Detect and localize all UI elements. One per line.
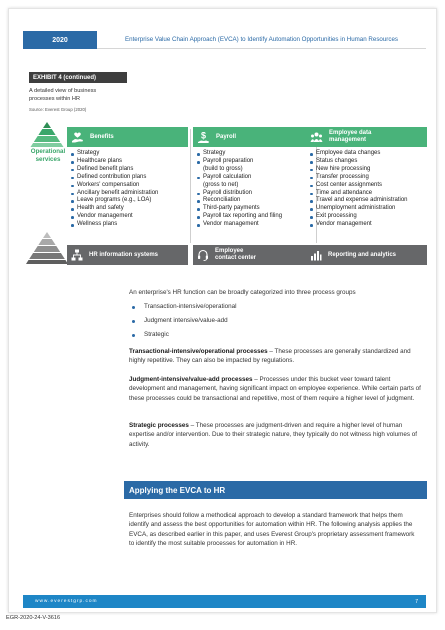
payroll-title: Payroll — [216, 133, 237, 140]
headset-icon — [197, 249, 209, 261]
list-item: Health and safety — [70, 205, 188, 213]
section-heading-bar: Applying the EVCA to HR — [124, 481, 427, 499]
list-item: Wellness plans — [70, 221, 188, 229]
list-item: Reconciliation — [196, 197, 314, 205]
list-item: Workers' compensation — [70, 182, 188, 190]
list-item: Payroll calculation — [196, 174, 314, 182]
transactional-text: – These processes are generally standardized and highly repetitive. They can also be impacted by regulations. — [129, 348, 411, 365]
document-id: EGR-2020-24-V-3616 — [6, 615, 61, 621]
section-paragraph: Enterprises should follow a methodical approach to develop a standard framework that helps them identify and assess the best opportunities for automation within HR. The following analysis applies the EVCA, as described earlier in this paper, and uses Everest Group's proprietary assessment framework to identify the most suitable processes for automation in HR. — [129, 512, 415, 548]
employee-data-title — [329, 130, 371, 144]
list-item: Judgment intensive/value-add — [129, 317, 237, 326]
contact-center-title-line1: Employee — [215, 248, 244, 254]
exhibit-label: EXHIBIT 4 (continued) — [29, 72, 127, 83]
list-item: Exit processing — [309, 213, 427, 221]
employee-data-header — [306, 127, 427, 147]
payroll-header — [193, 127, 314, 147]
strategic-text: – These processes are judgment-driven and require a higher level of human expertise and/or intervention. Due to their strategic nature, they typically do not witness high volumes of activity. — [129, 422, 418, 448]
employee-data-title-line1: Employee data — [329, 130, 372, 136]
footer-url-link[interactable]: www.everestgrp.com — [35, 599, 98, 604]
payroll-column — [193, 127, 314, 229]
reporting-analytics-title: Reporting and analytics — [328, 251, 397, 258]
benefits-header — [67, 127, 188, 147]
payroll-list — [193, 147, 314, 229]
list-item: Strategy — [196, 150, 314, 158]
strategic-paragraph — [129, 421, 421, 449]
contact-center-title-line2: contact center — [215, 255, 257, 261]
process-group-list — [129, 303, 237, 345]
employee-data-column — [306, 127, 427, 229]
list-item: Leave programs (e.g., LOA) — [70, 197, 188, 205]
list-item: Cost center assignments — [309, 182, 427, 190]
page-footer — [23, 595, 426, 608]
page-header — [23, 31, 426, 49]
list-item: Transaction-intensive/operational — [129, 303, 237, 312]
document-page — [8, 8, 437, 613]
operational-pyramid-icon — [25, 121, 69, 147]
list-item: Strategy — [70, 150, 188, 158]
header-year: 2020 — [23, 31, 97, 49]
page-number: 7 — [415, 598, 418, 605]
list-item: Vendor management — [70, 213, 188, 221]
judgment-paragraph — [129, 375, 421, 403]
list-item: Payroll tax reporting and filing — [196, 213, 314, 221]
list-item: Ancillary benefit administration — [70, 190, 188, 198]
bar-chart-icon — [310, 249, 322, 261]
exhibit-description-line2: processes within HR — [29, 96, 80, 102]
intro-text: An enterprise's HR function can be broadly categorized into three process groups — [129, 289, 356, 296]
list-item: Employee data changes — [309, 150, 427, 158]
strategic-heading: Strategic processes — [129, 422, 189, 429]
list-item: Unemployment administration — [309, 205, 427, 213]
hr-information-systems-title: HR information systems — [89, 251, 159, 258]
list-item: Vendor management — [309, 221, 427, 229]
list-item: Healthcare plans — [70, 158, 188, 166]
transactional-heading: Transactional-intensive/operational processes — [129, 348, 268, 355]
column-divider — [190, 129, 191, 243]
operational-label-line2: services — [35, 155, 61, 163]
reporting-analytics-box — [306, 245, 427, 265]
hr-information-systems-box — [67, 245, 188, 265]
list-item: Time and attendance — [309, 190, 427, 198]
list-item: New hire processing — [309, 166, 427, 174]
list-item: Status changes — [309, 158, 427, 166]
employee-data-title-line2: management — [329, 137, 367, 143]
svg-text:$: $ — [200, 130, 207, 140]
employee-contact-center-box — [193, 245, 314, 265]
benefits-title: Benefits — [90, 133, 114, 140]
exhibit-source: Source: Everest Group (2020) — [29, 107, 87, 112]
dollar-hand-icon — [197, 131, 210, 144]
list-item: Payroll distribution — [196, 190, 314, 198]
list-item: Transfer processing — [309, 174, 427, 182]
operational-label-line1: Operational — [30, 148, 66, 155]
list-item: Vendor management — [196, 221, 314, 229]
network-icon — [71, 249, 83, 261]
list-item: (gross to net) — [203, 181, 239, 188]
hand-heart-icon — [71, 131, 84, 144]
judgment-text: – Processes under this bucket veer toward talent development and management, having significant impact on employee experience. While certain parts of these processes could be transactional and repetitive, most of them require a higher level of judgment. — [129, 376, 421, 402]
list-item: Defined contribution plans — [70, 174, 188, 182]
list-item: (build to gross) — [203, 165, 243, 172]
employee-contact-center-title — [215, 248, 256, 262]
employee-data-list — [306, 147, 427, 229]
header-title: Enterprise Value Chain Approach (EVCA) to Identify Automation Opportunities in Human Resources — [97, 31, 426, 49]
operational-services-label — [25, 148, 71, 163]
transactional-paragraph — [129, 347, 421, 366]
exhibit-description-line1: A detailed view of business — [29, 88, 97, 94]
people-group-icon — [310, 131, 323, 144]
benefits-list — [67, 147, 188, 229]
list-item: Defined benefit plans — [70, 166, 188, 174]
support-pyramid-icon — [25, 231, 69, 265]
exhibit-description — [29, 87, 129, 103]
judgment-heading: Judgment-intensive/value-add processes — [129, 376, 253, 383]
list-item: Travel and expense administration — [309, 197, 427, 205]
list-item: Payroll preparation — [196, 158, 314, 166]
list-item: Strategic — [129, 331, 237, 340]
benefits-column — [67, 127, 188, 229]
list-item: Third-party payments — [196, 205, 314, 213]
